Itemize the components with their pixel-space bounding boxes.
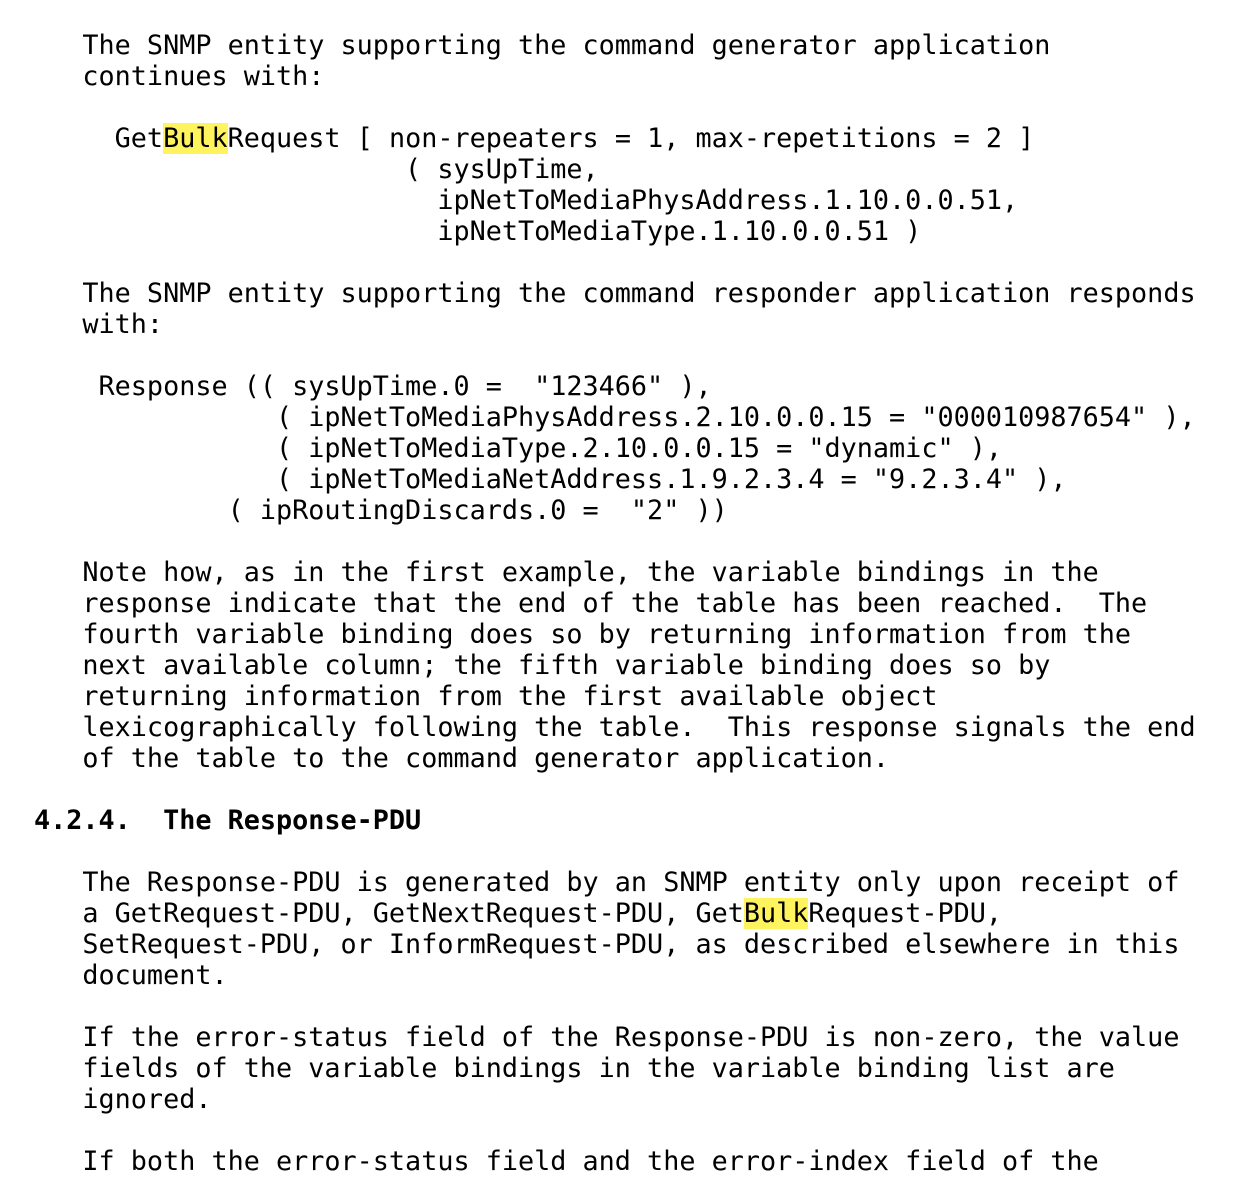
line-text: ( ipNetToMediaPhysAddress.2.10.0.0.15 = "000010987654" ), [34, 402, 1196, 433]
section-heading-text: 4.2.4. The Response-PDU [34, 805, 422, 836]
line-text: next available column; the fifth variable binding does so by [34, 650, 1051, 681]
text-line [34, 30, 1050, 61]
line-text: Request [ non-repeaters = 1, max-repetitions = 2 ] [227, 123, 1035, 154]
line-text: fourth variable binding does so by returning information from the [34, 619, 1132, 650]
search-highlight: Bulk [163, 123, 228, 154]
text-line [34, 650, 1050, 681]
line-text: document. [34, 960, 228, 991]
text-line [34, 278, 1196, 309]
line-text: Get [34, 123, 164, 154]
text-line [34, 123, 1034, 154]
text-line [34, 371, 712, 402]
text-line [34, 495, 728, 526]
text-line [34, 433, 1002, 464]
line-text: fields of the variable bindings in the variable binding list are [34, 1053, 1115, 1084]
line-text: ignored. [34, 1084, 212, 1115]
text-line [34, 309, 163, 340]
line-text: The SNMP entity supporting the command responder application responds [34, 278, 1196, 309]
text-line [34, 216, 921, 247]
text-line [34, 743, 889, 774]
section-heading [34, 805, 421, 836]
text-line [34, 464, 1067, 495]
text-line [34, 61, 324, 92]
line-text: ( ipNetToMediaNetAddress.1.9.2.3.4 = "9.2.3.4" ), [34, 464, 1067, 495]
text-line [34, 402, 1196, 433]
text-line [34, 1084, 211, 1115]
line-text: Response (( sysUpTime.0 = "123466" ), [34, 371, 712, 402]
line-text: Note how, as in the first example, the variable bindings in the [34, 557, 1099, 588]
search-highlight: Bulk [743, 898, 809, 929]
text-line [34, 1022, 1179, 1053]
text-line [34, 1053, 1115, 1084]
text-line [34, 681, 937, 712]
line-text: SetRequest-PDU, or InformRequest-PDU, as described elsewhere in this [34, 929, 1180, 960]
line-text: returning information from the first available object [34, 681, 938, 712]
line-text: lexicographically following the table. This response signals the end [34, 712, 1196, 743]
line-text: a GetRequest-PDU, GetNextRequest-PDU, Get [34, 898, 744, 929]
line-text: continues with: [34, 61, 325, 92]
line-text: The Response-PDU is generated by an SNMP entity only upon receipt of [34, 867, 1180, 898]
text-line [34, 1146, 1099, 1177]
text-line [34, 712, 1196, 743]
line-text: ipNetToMediaPhysAddress.1.10.0.0.51, [34, 185, 1019, 216]
text-line [34, 588, 1147, 619]
line-text: If both the error-status field and the error-index field of the [34, 1146, 1099, 1177]
text-line [34, 929, 1179, 960]
text-line [34, 960, 228, 991]
line-text: Request-PDU, [808, 898, 1003, 929]
text-line [34, 898, 1002, 929]
text-line [34, 185, 1018, 216]
text-line [34, 154, 599, 185]
line-text: ipNetToMediaType.1.10.0.0.51 ) [34, 216, 922, 247]
line-text: ( ipNetToMediaType.2.10.0.0.15 = "dynamic" ), [34, 433, 1002, 464]
line-text: of the table to the command generator application. [34, 743, 890, 774]
line-text: response indicate that the end of the table has been reached. The [34, 588, 1148, 619]
text-line [34, 557, 1099, 588]
line-text: with: [34, 309, 164, 340]
line-text: The SNMP entity supporting the command generator application [34, 30, 1051, 61]
line-text: If the error-status field of the Response-PDU is non-zero, the value [34, 1022, 1180, 1053]
line-text: ( ipRoutingDiscards.0 = "2" )) [34, 495, 728, 526]
text-line [34, 619, 1131, 650]
line-text: ( sysUpTime, [34, 154, 599, 185]
text-line [34, 867, 1179, 898]
